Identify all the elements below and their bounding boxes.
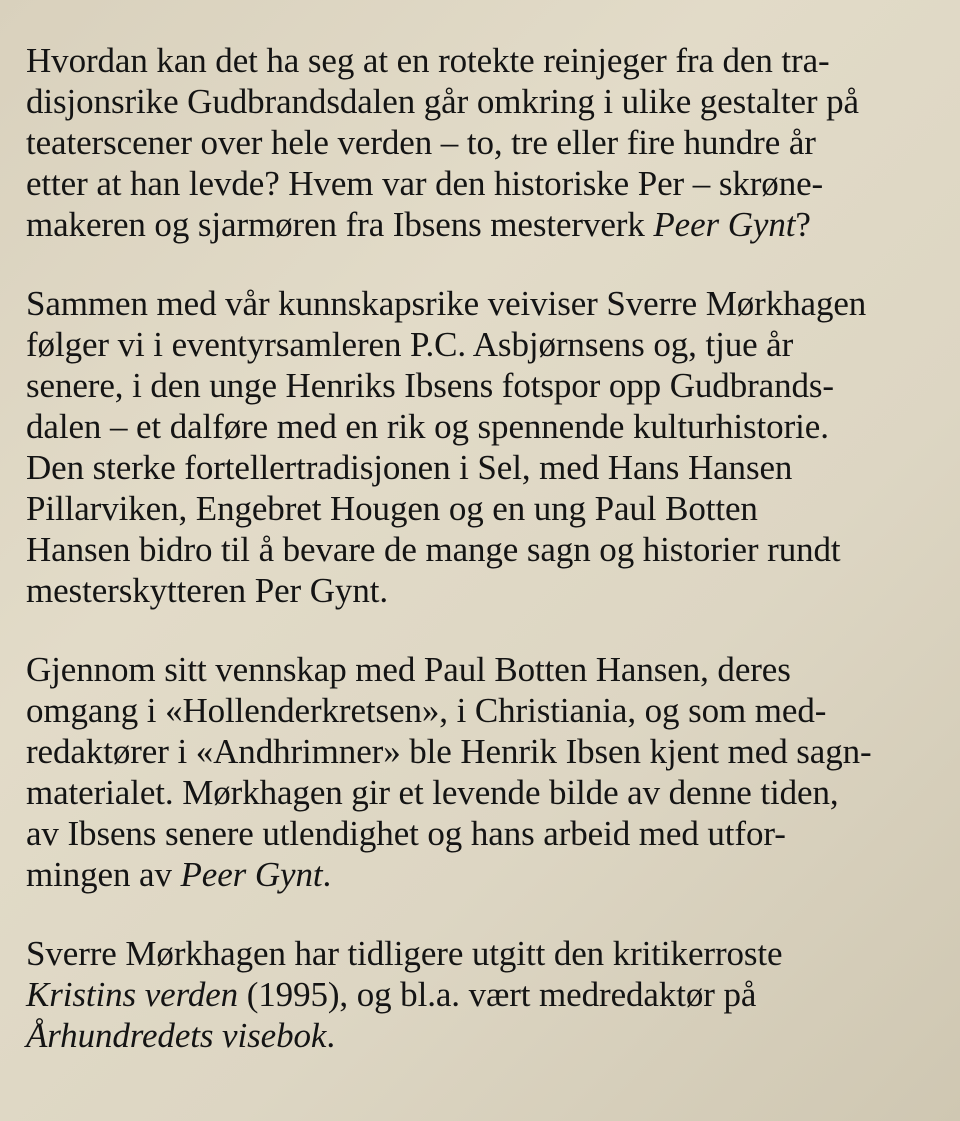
text-segment: følger vi i eventyrsamleren P.C. Asbjørnsens og, tjue år: [26, 325, 794, 364]
italic-title-text: Peer Gynt: [180, 855, 323, 894]
text-line: [26, 813, 940, 854]
text-segment: makeren og sjarmøren fra Ibsens mesterverk: [26, 205, 654, 244]
text-line: [26, 488, 940, 529]
text-line: [26, 406, 940, 447]
text-line: [26, 649, 940, 690]
italic-title-text: Århundredets visebok: [26, 1016, 327, 1055]
text-segment: redaktører i «Andhrimner» ble Henrik Ibsen kjent med sagn-: [26, 732, 872, 771]
text-line: [26, 1015, 940, 1056]
paragraph-1: [26, 40, 940, 245]
text-line: [26, 81, 940, 122]
text-segment: .: [326, 1016, 335, 1055]
text-line: [26, 529, 940, 570]
text-segment: mingen av: [26, 855, 181, 894]
text-line: [26, 570, 940, 611]
paragraph-2: [26, 283, 940, 611]
text-segment: etter at han levde? Hvem var den historiske Per – skrøne-: [26, 164, 824, 203]
text-line: [26, 447, 940, 488]
text-segment: disjonsrike Gudbrandsdalen går omkring i ulike gestalter på: [26, 82, 859, 121]
italic-title-text: Peer Gynt: [653, 205, 796, 244]
text-segment: ?: [795, 205, 811, 244]
text-segment: Pillarviken, Engebret Hougen og en ung Paul Botten: [26, 489, 758, 528]
paragraph-4: [26, 933, 940, 1056]
text-segment: Hansen bidro til å bevare de mange sagn og historier rundt: [26, 530, 841, 569]
text-segment: dalen – et dalføre med en rik og spennende kulturhistorie.: [26, 407, 829, 446]
text-segment: mesterskytteren Per Gynt.: [26, 571, 388, 610]
text-segment: Den sterke fortellertradisjonen i Sel, med Hans Hansen: [26, 448, 793, 487]
text-segment: av Ibsens senere utlendighet og hans arbeid med utfor-: [26, 814, 786, 853]
text-segment: Sverre Mørkhagen har tidligere utgitt den kritikerroste: [26, 934, 783, 973]
text-body: [26, 40, 940, 1056]
text-line: [26, 163, 940, 204]
text-line: [26, 974, 940, 1015]
text-segment: omgang i «Hollenderkretsen», i Christiania, og som med-: [26, 691, 827, 730]
text-segment: senere, i den unge Henriks Ibsens fotspor opp Gudbrands-: [26, 366, 834, 405]
text-line: [26, 854, 940, 895]
text-line: [26, 324, 940, 365]
text-segment: materialet. Mørkhagen gir et levende bilde av denne tiden,: [26, 773, 839, 812]
text-line: [26, 772, 940, 813]
text-line: [26, 204, 940, 245]
text-segment: teaterscener over hele verden – to, tre eller fire hundre år: [26, 123, 816, 162]
text-segment: Sammen med vår kunnskapsrike veiviser Sverre Mørkhagen: [26, 284, 867, 323]
text-line: [26, 933, 940, 974]
text-line: [26, 283, 940, 324]
text-segment: Hvordan kan det ha seg at en rotekte reinjeger fra den tra-: [26, 41, 830, 80]
text-line: [26, 690, 940, 731]
text-segment: .: [322, 855, 332, 894]
text-line: [26, 122, 940, 163]
text-line: [26, 365, 940, 406]
text-segment: (1995), og bl.a. vært medredaktør på: [238, 975, 757, 1014]
italic-title-text: Kristins verden: [26, 975, 239, 1014]
text-segment: Gjennom sitt vennskap med Paul Botten Hansen, deres: [26, 650, 791, 689]
text-line: [26, 731, 940, 772]
text-line: [26, 40, 940, 81]
paragraph-3: [26, 649, 940, 895]
